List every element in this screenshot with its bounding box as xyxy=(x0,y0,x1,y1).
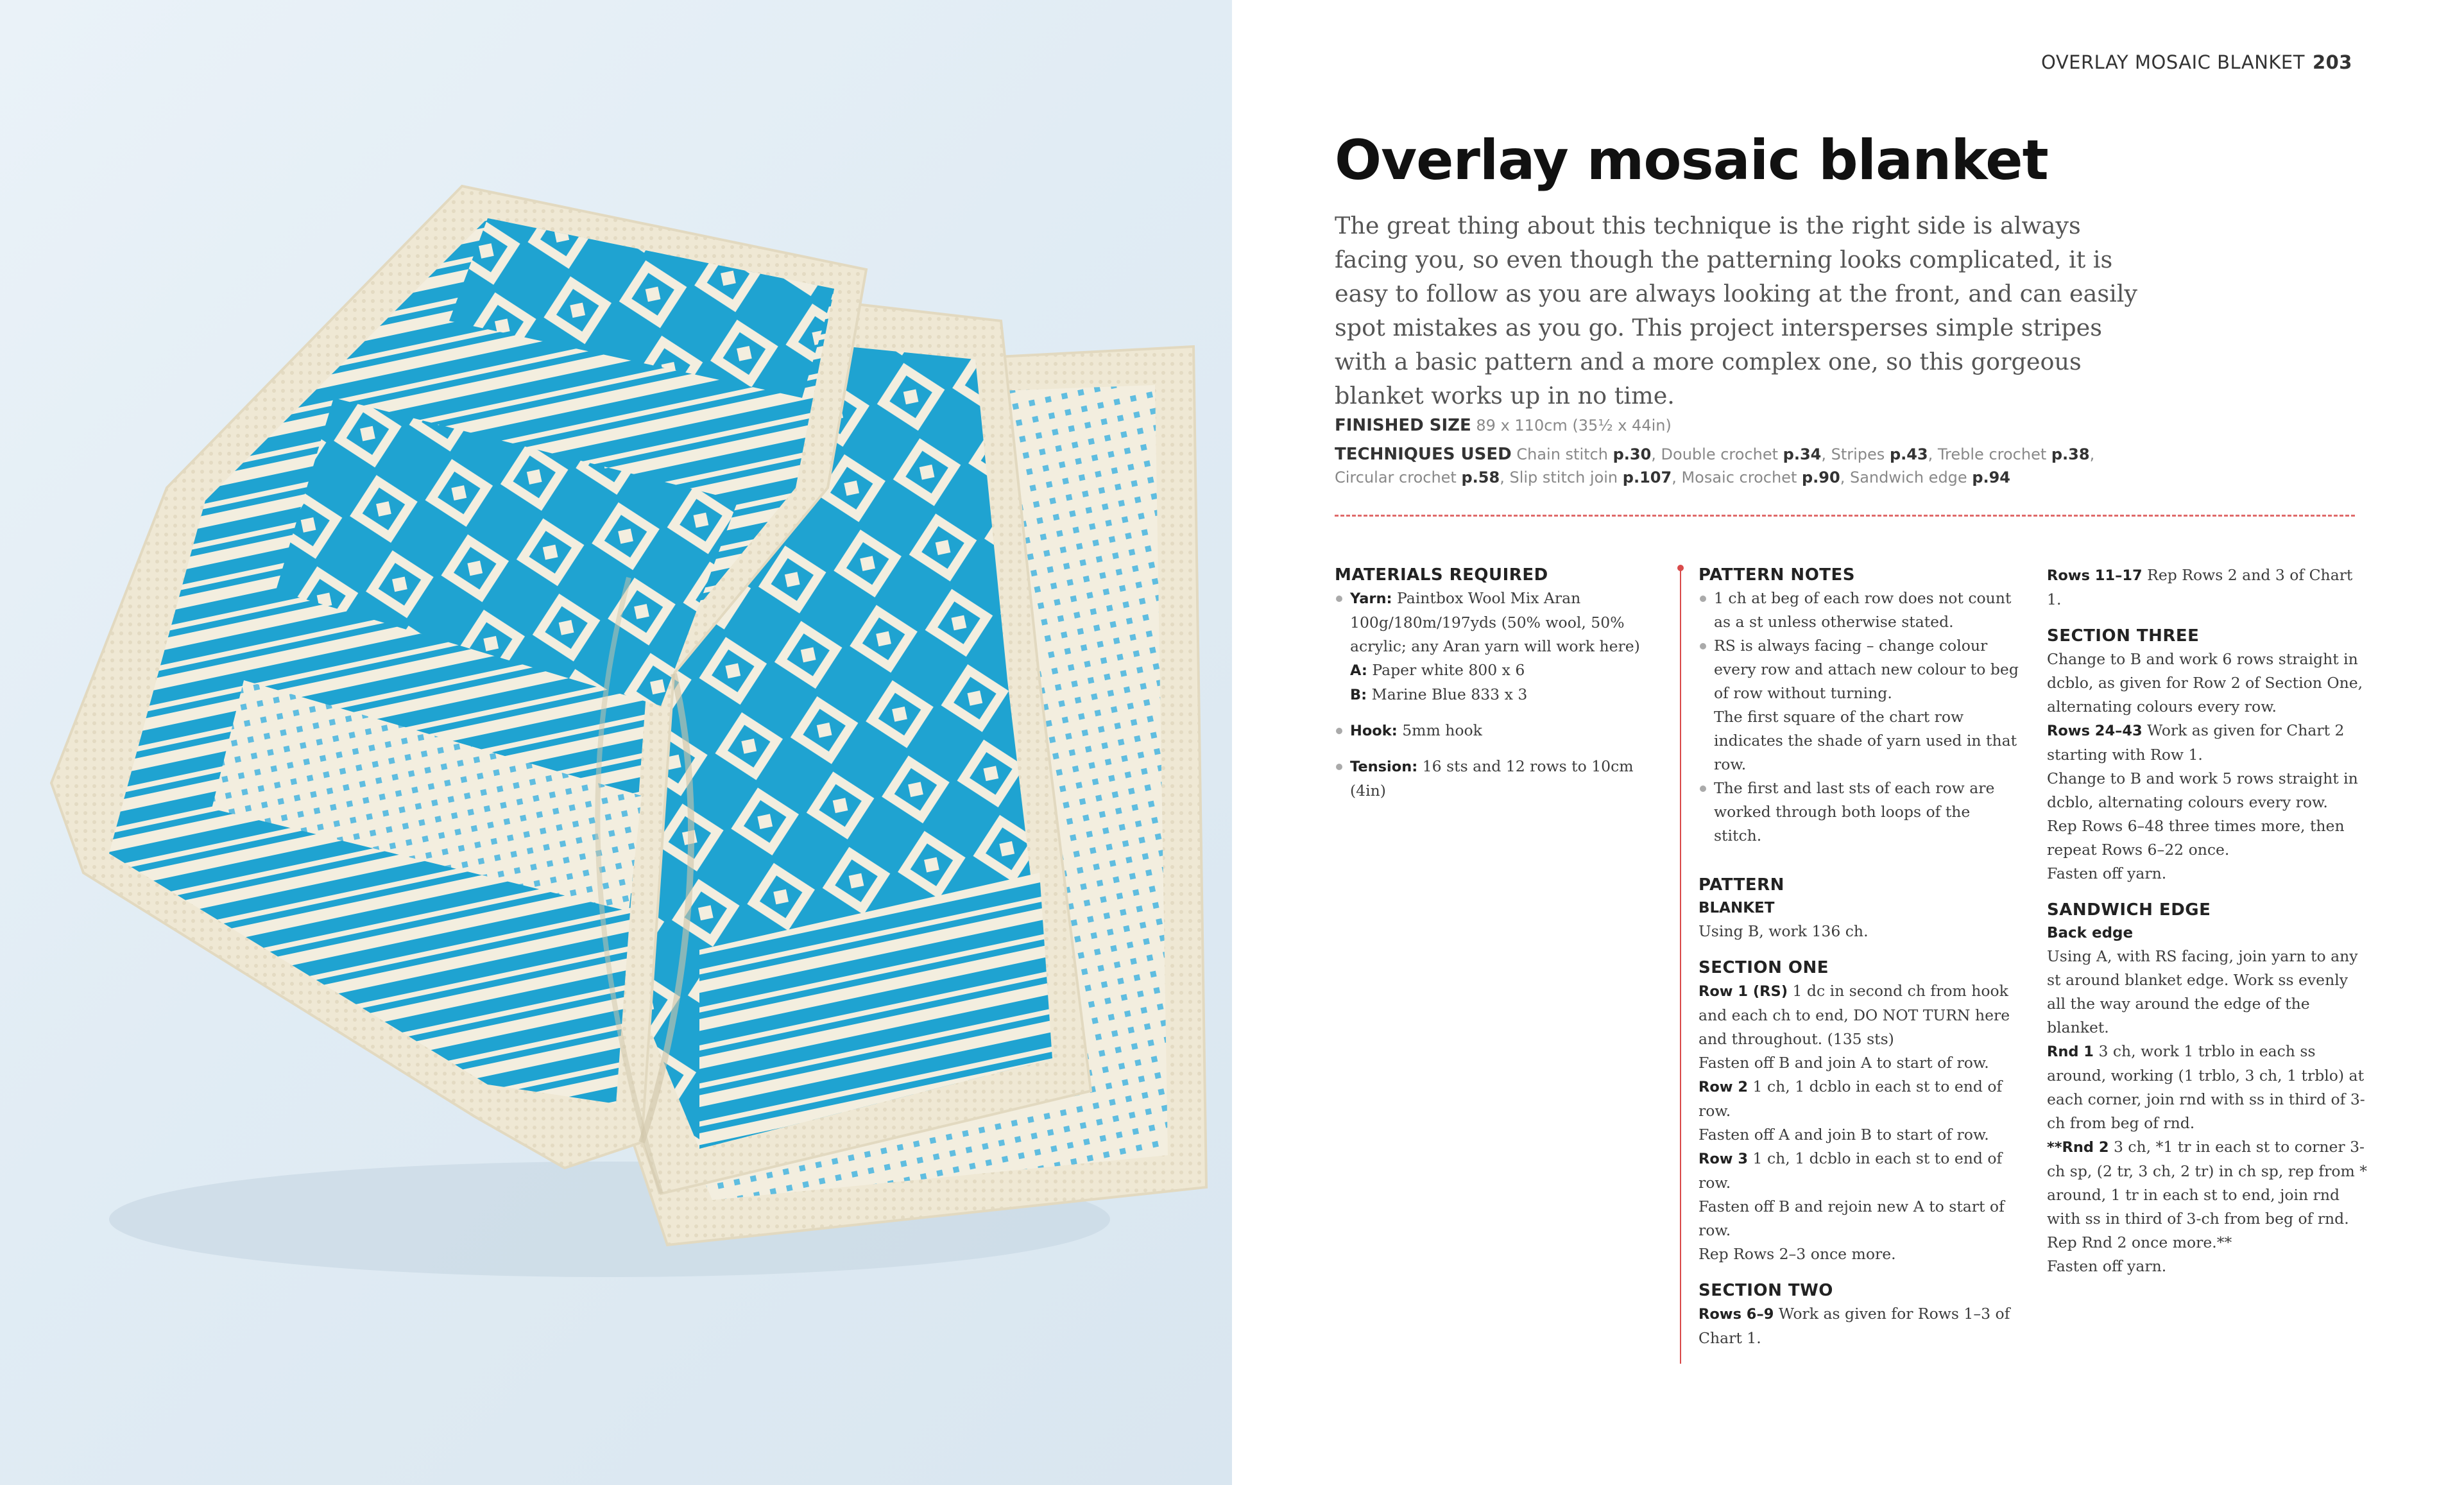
list-item: The first and last sts of each row are worked through both loops of the stitch. xyxy=(1698,777,2019,848)
section-two-heading: SECTION TWO xyxy=(1698,1281,1833,1300)
finished-size xyxy=(1335,414,2137,437)
technique-page-ref: p.58 xyxy=(1461,468,1500,486)
list-item: Yarn: Paintbox Wool Mix Aran 100g/180m/197yds (50% wool, 50% acrylic; any Aran yarn will work here) A: Paper white 800 x 6 B: Marine Blue 833 x 3 xyxy=(1335,587,1668,707)
dashed-divider xyxy=(1335,515,2355,517)
technique-name: Circular crochet xyxy=(1335,468,1462,486)
sandwich-edge-heading: SANDWICH EDGE xyxy=(2047,900,2211,920)
finished-size-label: FINISHED SIZE xyxy=(1335,416,1471,435)
technique-name: Mosaic crochet xyxy=(1681,468,1802,486)
intro-paragraph: The great thing about this technique is the right side is always facing you, so even though the patterning looks complicated, it is easy to follow as you are always looking at the front, and can easily spot mistakes as you go. This project intersperses simple stripes with a basic pattern and a more complex one, so this gorgeous blanket works up in no time. xyxy=(1335,212,2138,409)
technique-page-ref: p.30 xyxy=(1613,445,1652,463)
running-title: OVERLAY MOSAIC BLANKET xyxy=(2041,51,2305,73)
page-number: 203 xyxy=(2312,51,2352,73)
rows-24-43: Rows 24–43 Work as given for Chart 2 starting with Row 1. xyxy=(2047,721,2345,764)
technique-page-ref: p.38 xyxy=(2051,445,2090,463)
finished-size-value: 89 x 110cm (35½ x 44in) xyxy=(1476,416,1672,434)
row-1: Row 1 (RS) 1 dc in second ch from hook and each ch to end, DO NOT TURN here and throughout. (135 sts) xyxy=(1698,982,2010,1048)
row-3: Row 3 1 ch, 1 dcblo in each st to end of row. xyxy=(1698,1149,2003,1192)
continuation-column: Rows 11–17 Rep Rows 2 and 3 of Chart 1. SECTION THREE Change to B and work 6 rows straight in dcblo, as given for Row 2 of Section One, alternating colours every row. Rows 24–43 Work as given for Chart 2 starting with Row 1. Change to B and work 5 rows straight in dcblo, alternating colours every row. Rep Rows 6–48 three times more, then repeat Rows 6–22 once. Fasten off yarn. SANDWICH EDGE Back edge Using A, with RS facing, join yarn to any st around blanket edge. Work ss evenly all the way around the edge of the blanket. Rnd 1 3 ch, work 1 trblo in each ss around, working (1 trblo, 3 ch, 1 trblo) at each corner, join rnd with ss in third of 3-ch from beg of rnd. **Rnd 2 3 ch, *1 tr in each st to corner 3-ch sp, (2 tr, 3 ch, 2 tr) in ch sp, rep from * around, 1 tr in each st to end, join rnd with ss in third of 3-ch from beg of rnd. Rep Rnd 2 once more.** Fasten off yarn. xyxy=(2047,563,2368,1278)
technique-name: Double crochet xyxy=(1661,445,1783,463)
technique-name: Slip stitch join xyxy=(1509,468,1623,486)
technique-page-ref: p.90 xyxy=(1801,468,1840,486)
materials-heading: MATERIALS REQUIRED xyxy=(1335,565,1548,585)
list-item: Tension: 16 sts and 12 rows to 10cm (4in) xyxy=(1335,755,1668,803)
page-title: Overlay mosaic blanket xyxy=(1335,128,2048,193)
rnd-2: **Rnd 2 3 ch, *1 tr in each st to corner 3-ch sp, (2 tr, 3 ch, 2 tr) in ch sp, rep from * around, 1 tr in each st to end, join rnd with ss in third of 3-ch from beg of rnd. xyxy=(2047,1138,2367,1228)
column-rule xyxy=(1680,568,1681,1364)
technique-name: Chain stitch xyxy=(1516,445,1613,463)
section-three-heading: SECTION THREE xyxy=(2047,626,2200,646)
rows-6-9: Rows 6–9 Work as given for Rows 1–3 of Chart 1. xyxy=(1698,1305,2010,1347)
section-one-heading: SECTION ONE xyxy=(1698,958,1829,977)
pattern-column: PATTERN NOTES 1 ch at beg of each row does not count as a st unless otherwise stated. RS is always facing – change colour every row and attach new colour to beg of row without turning. The first square of the chart row indicates the shade of yarn used in that row. The first and last sts of each row are worked through both loops of the stitch. PATTERN BLANKET Using B, work 136 ch. SECTION ONE Row 1 (RS) 1 dc in second ch from hook and each ch to end, DO NOT TURN here and throughout. (135 sts) Fasten off B and join A to start of row. Row 2 1 ch, 1 dcblo in each st to end of row. Fasten off A and join B to start of row. Row 3 1 ch, 1 dcblo in each st to end of row. Fasten off B and rejoin new A to start of row. Rep Rows 2–3 once more. SECTION TWO Rows 6–9 Work as given for Rows 1–3 of Chart 1. xyxy=(1698,563,2019,1350)
technique-page-ref: p.94 xyxy=(1972,468,2011,486)
pattern-notes-heading: PATTERN NOTES xyxy=(1698,565,1856,585)
back-edge-subheading: Back edge xyxy=(2047,925,2134,941)
technique-page-ref: p.107 xyxy=(1622,468,1672,486)
materials-list xyxy=(1335,587,1668,803)
row-2: Row 2 1 ch, 1 dcblo in each st to end of row. xyxy=(1698,1077,2003,1120)
running-header xyxy=(2041,51,2352,73)
list-item: 1 ch at beg of each row does not count as a st unless otherwise stated. xyxy=(1698,587,2019,634)
technique-page-ref: p.34 xyxy=(1783,445,1822,463)
pattern-notes-list xyxy=(1698,587,2019,848)
materials-column xyxy=(1335,563,1668,803)
blanket-subheading: BLANKET xyxy=(1698,900,1775,916)
technique-name: Stripes xyxy=(1831,445,1890,463)
pattern-heading: PATTERN xyxy=(1698,875,1784,895)
techniques-list: Chain stitch p.30, Double crochet p.34, Stripes p.43, Treble crochet p.38, Circular crochet p.58, Slip stitch join p.107, Mosaic crochet p.90, Sandwich edge p.94 xyxy=(1335,445,2095,486)
list-item: Hook: 5mm hook xyxy=(1335,719,1668,743)
techniques-used xyxy=(1335,443,2137,489)
rnd-1: Rnd 1 3 ch, work 1 trblo in each ss around, working (1 trblo, 3 ch, 1 trblo) at each corner, join rnd with ss in third of 3-ch from beg of rnd. xyxy=(2047,1042,2365,1132)
technique-page-ref: p.43 xyxy=(1889,445,1928,463)
technique-name: Treble crochet xyxy=(1937,445,2051,463)
techniques-label: TECHNIQUES USED xyxy=(1335,445,1512,464)
technique-name: Sandwich edge xyxy=(1849,468,1972,486)
text-page xyxy=(1232,0,2464,1485)
list-item: RS is always facing – change colour every row and attach new colour to beg of row without turning. The first square of the chart row indicates the shade of yarn used in that row. xyxy=(1698,634,2019,777)
pattern-start: Using B, work 136 ch. xyxy=(1698,922,1869,940)
rows-11-17: Rows 11–17 Rep Rows 2 and 3 of Chart 1. xyxy=(2047,566,2353,608)
